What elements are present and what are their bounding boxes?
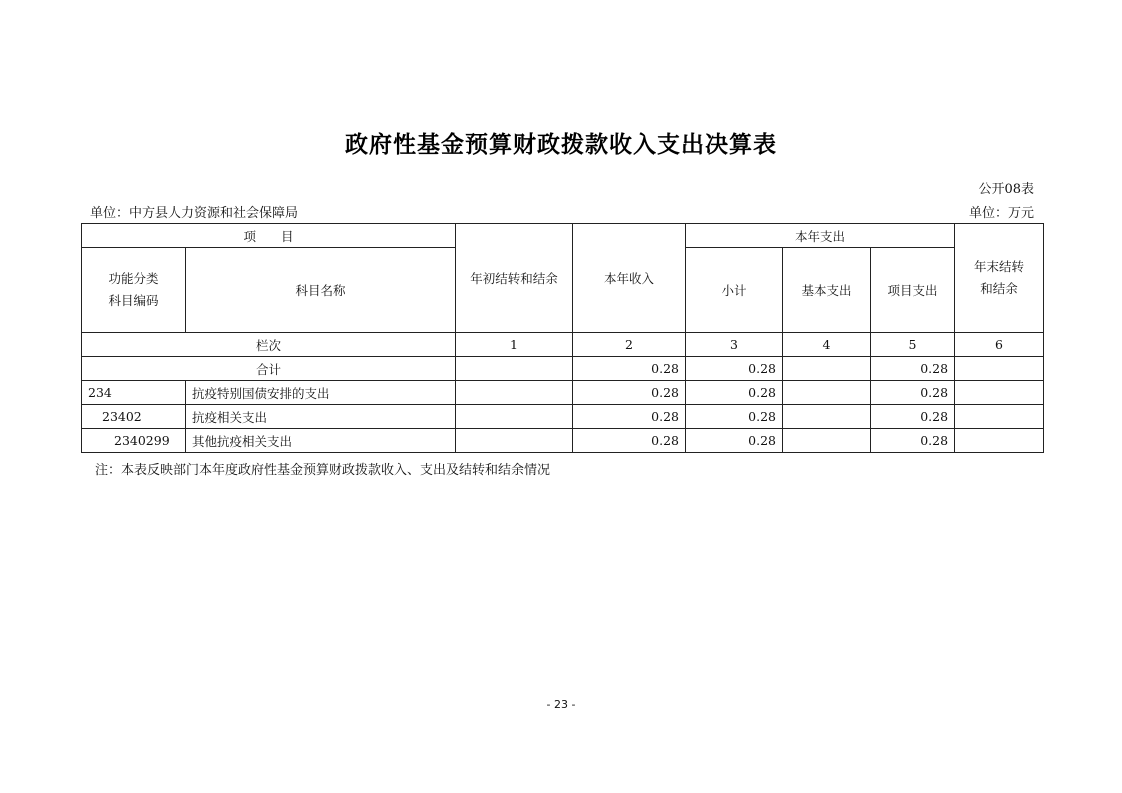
row-name: 抗疫特别国债安排的支出: [186, 381, 456, 405]
column-index-cell: 1: [456, 333, 573, 357]
row-subtotal: 0.28: [686, 381, 783, 405]
header-subject-name: 科目名称: [186, 248, 456, 333]
header-func-code-line2: 科目编码: [108, 293, 159, 308]
row-carry-over-end: [955, 381, 1044, 405]
row-carry-over-begin: [456, 381, 573, 405]
row-code: 234: [82, 381, 186, 405]
column-index-label: 栏次: [82, 333, 456, 357]
row-project-expense: 0.28: [871, 405, 955, 429]
table-note: 注：本表反映部门本年度政府性基金预算财政拨款收入、支出及结转和结余情况: [95, 463, 551, 478]
total-carry-over-begin: [456, 357, 573, 381]
unit-department: 单位：中方县人力资源和社会保障局: [90, 206, 299, 221]
row-name: 抗疫相关支出: [186, 405, 456, 429]
form-number: 公开08表: [978, 182, 1034, 197]
row-carry-over-end: [955, 429, 1044, 453]
row-current-income: 0.28: [573, 405, 686, 429]
column-index-cell: 6: [955, 333, 1044, 357]
header-carry-over-end-line2: 和结余: [980, 281, 1018, 296]
header-current-expense: 本年支出: [686, 224, 955, 248]
table-row: [82, 429, 1044, 453]
row-carry-over-end: [955, 405, 1044, 429]
row-code: 23402: [82, 405, 186, 429]
fund-budget-table: [81, 223, 1044, 453]
header-func-code: [82, 248, 186, 333]
header-func-code-line1: 功能分类: [108, 271, 159, 286]
header-project: 项 目: [82, 224, 456, 248]
header-project-expense: 项目支出: [871, 248, 955, 333]
row-subtotal: 0.28: [686, 429, 783, 453]
header-carry-over-end-line1: 年末结转: [974, 259, 1025, 274]
column-index-row: [82, 333, 1044, 357]
row-current-income: 0.28: [573, 381, 686, 405]
unit-currency: 单位：万元: [968, 206, 1034, 221]
total-project-expense: 0.28: [871, 357, 955, 381]
row-basic-expense: [783, 429, 871, 453]
total-carry-over-end: [955, 357, 1044, 381]
column-index-cell: 2: [573, 333, 686, 357]
row-subtotal: 0.28: [686, 405, 783, 429]
page-number: - 23 -: [546, 698, 576, 711]
row-project-expense: 0.28: [871, 381, 955, 405]
column-index-cell: 4: [783, 333, 871, 357]
table-row: [82, 405, 1044, 429]
page-title: 政府性基金预算财政拨款收入支出决算表: [345, 132, 777, 158]
column-index-cell: 5: [871, 333, 955, 357]
total-current-income: 0.28: [573, 357, 686, 381]
row-basic-expense: [783, 381, 871, 405]
row-carry-over-begin: [456, 429, 573, 453]
column-index-cell: 3: [686, 333, 783, 357]
total-subtotal: 0.28: [686, 357, 783, 381]
total-row: [82, 357, 1044, 381]
row-basic-expense: [783, 405, 871, 429]
header-carry-over-begin: 年初结转和结余: [456, 224, 573, 333]
header-basic-expense: 基本支出: [783, 248, 871, 333]
table-row: [82, 381, 1044, 405]
header-current-income: 本年收入: [573, 224, 686, 333]
row-current-income: 0.28: [573, 429, 686, 453]
row-project-expense: 0.28: [871, 429, 955, 453]
row-code: 2340299: [82, 429, 186, 453]
row-name: 其他抗疫相关支出: [186, 429, 456, 453]
total-basic-expense: [783, 357, 871, 381]
row-carry-over-begin: [456, 405, 573, 429]
header-carry-over-end: [955, 224, 1044, 333]
total-label: 合计: [82, 357, 456, 381]
header-subtotal: 小计: [686, 248, 783, 333]
